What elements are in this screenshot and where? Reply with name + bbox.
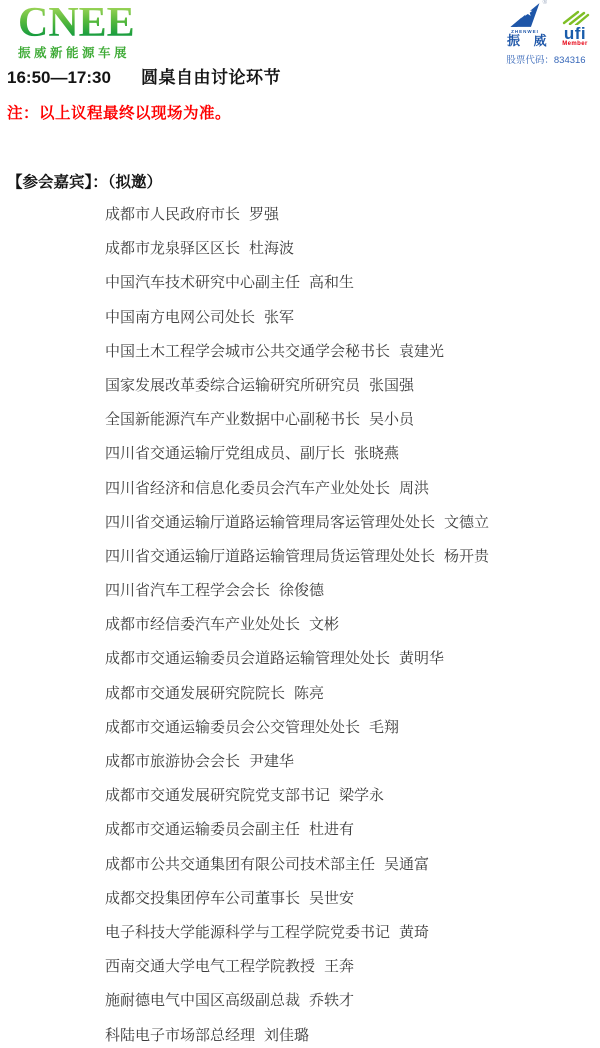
- guest-title: 四川省交通运输厅道路运输管理局货运管理处处长: [105, 547, 436, 565]
- guest-row: [105, 882, 489, 916]
- guest-name: 张军: [264, 308, 295, 326]
- guest-name: 吴小员: [369, 411, 415, 429]
- guest-row: [105, 198, 489, 232]
- guest-name: 徐俊德: [279, 582, 325, 600]
- guest-title: 科陆电子市场部总经理: [105, 1026, 256, 1044]
- guest-row: [105, 848, 489, 882]
- guest-row: [105, 266, 489, 300]
- guest-title: 成都市旅游协会会长: [105, 753, 241, 770]
- guest-row: [105, 403, 489, 437]
- guest-title: 国家发展改革委综合运输研究所研究员: [105, 376, 361, 394]
- guest-title: 成都市经信委汽车产业处处长: [105, 616, 301, 634]
- guests-heading: 【参会嘉宾】：（拟邀）: [7, 174, 163, 191]
- guest-row: [105, 574, 489, 608]
- guest-row: [105, 608, 489, 642]
- guest-name: 尹建华: [249, 753, 295, 770]
- guest-title: 成都市交通发展研究院党支部书记: [105, 787, 331, 805]
- guest-title: 成都市人民政府市长: [105, 206, 241, 223]
- guest-name: 高和生: [309, 274, 355, 292]
- guest-row: [105, 745, 489, 779]
- guest-title: 成都市交通运输委员会副主任: [105, 821, 301, 839]
- guest-name: 杨开贵: [444, 547, 490, 565]
- zhenwei-flag-icon: [508, 2, 542, 28]
- guest-title: 中国土木工程学会城市公共交通学会秘书长: [105, 342, 391, 360]
- guest-name: 黄琦: [399, 923, 430, 941]
- ufi-member-label: Member: [562, 41, 588, 47]
- agenda-item: [7, 63, 281, 88]
- zhenwei-logo: [503, 0, 552, 48]
- ufi-member-logo: [556, 9, 594, 48]
- guest-title: 成都市龙泉驿区区长: [105, 240, 241, 258]
- guest-name: 周洪: [399, 479, 430, 497]
- guest-row: [105, 301, 489, 335]
- zhenwei-en-label: ZHENWEI: [511, 29, 539, 34]
- guest-title: 四川省交通运输厅党组成员、副厅长: [105, 445, 346, 463]
- guest-row: [105, 813, 489, 847]
- guest-row: [105, 335, 489, 369]
- guest-title: 电子科技大学能源科学与工程学院党委书记: [105, 923, 391, 941]
- guest-title: 中国南方电网公司处长: [105, 308, 256, 326]
- guest-name: 杜海波: [249, 240, 295, 258]
- guest-title: 四川省经济和信息化委员会汽车产业处处长: [105, 479, 391, 497]
- guest-name: 罗强: [249, 206, 280, 223]
- cnee-logo-subtitle: 振威新能源车展: [18, 46, 131, 60]
- ufi-label: ufi: [563, 24, 587, 43]
- guest-name: 乔轶才: [309, 992, 355, 1010]
- guest-title: 成都市交通运输委员会公交管理处处长: [105, 718, 361, 736]
- guest-name: 陈亮: [294, 684, 325, 702]
- guest-row: [105, 437, 489, 471]
- guest-title: 四川省汽车工程学会会长: [105, 582, 271, 600]
- guest-name: 张国强: [369, 376, 415, 394]
- guest-name: 刘佳璐: [264, 1026, 310, 1044]
- guest-row: [105, 540, 489, 574]
- guest-row: [105, 1019, 489, 1048]
- guest-title: 成都市交通发展研究院院长: [105, 684, 286, 702]
- stock-code: 股票代码：834316: [506, 55, 586, 66]
- cnee-logo-text: CNEE: [18, 0, 135, 46]
- guest-title: 四川省交通运输厅道路运输管理局客运管理处处长: [105, 513, 436, 531]
- guest-list: [105, 198, 489, 1048]
- guest-row: [105, 779, 489, 813]
- guest-name: 杜进有: [309, 821, 355, 839]
- guest-row: [105, 506, 489, 540]
- guest-row: [105, 232, 489, 266]
- guest-row: [105, 677, 489, 711]
- ufi-wings-icon: [560, 9, 590, 25]
- guest-name: 袁建光: [399, 342, 445, 360]
- guest-title: 西南交通大学电气工程学院教授: [105, 958, 316, 976]
- guest-row: [105, 472, 489, 506]
- cnee-logo: [18, 0, 135, 61]
- guest-row: [105, 642, 489, 676]
- guest-title: 成都市交通运输委员会道路运输管理处处长: [105, 650, 391, 668]
- guest-name: 梁学永: [339, 787, 385, 805]
- guest-title: 中国汽车技术研究中心副主任: [105, 274, 301, 292]
- guest-row: [105, 950, 489, 984]
- guest-name: 张晓燕: [354, 445, 400, 463]
- guest-row: [105, 984, 489, 1018]
- guest-row: [105, 369, 489, 403]
- agenda-session-title: 圆桌自由讨论环节: [140, 68, 281, 87]
- zhenwei-cn-label: 振 威: [507, 33, 552, 48]
- agenda-note: 注：以上议程最终以现场为准。: [7, 105, 232, 122]
- guest-row: [105, 916, 489, 950]
- guest-title: 成都交投集团停车公司董事长: [105, 889, 301, 907]
- guest-name: 吴世安: [309, 889, 355, 907]
- guest-name: 吴通富: [384, 855, 430, 873]
- logo-row: [498, 2, 594, 48]
- header-right-logos: [498, 2, 594, 66]
- agenda-time: 16:50—17:30: [7, 68, 111, 87]
- guest-name: 黄明华: [399, 650, 445, 668]
- guest-name: 毛翔: [369, 718, 400, 736]
- guest-title: 全国新能源汽车产业数据中心副秘书长: [105, 411, 361, 429]
- guest-row: [105, 711, 489, 745]
- guest-name: 文德立: [444, 513, 490, 531]
- registered-mark: ®: [542, 0, 547, 6]
- guest-title: 施耐德电气中国区高级副总裁: [105, 992, 301, 1010]
- guest-title: 成都市公共交通集团有限公司技术部主任: [105, 855, 376, 873]
- guest-name: 文彬: [309, 616, 340, 634]
- guest-name: 王奔: [324, 958, 355, 976]
